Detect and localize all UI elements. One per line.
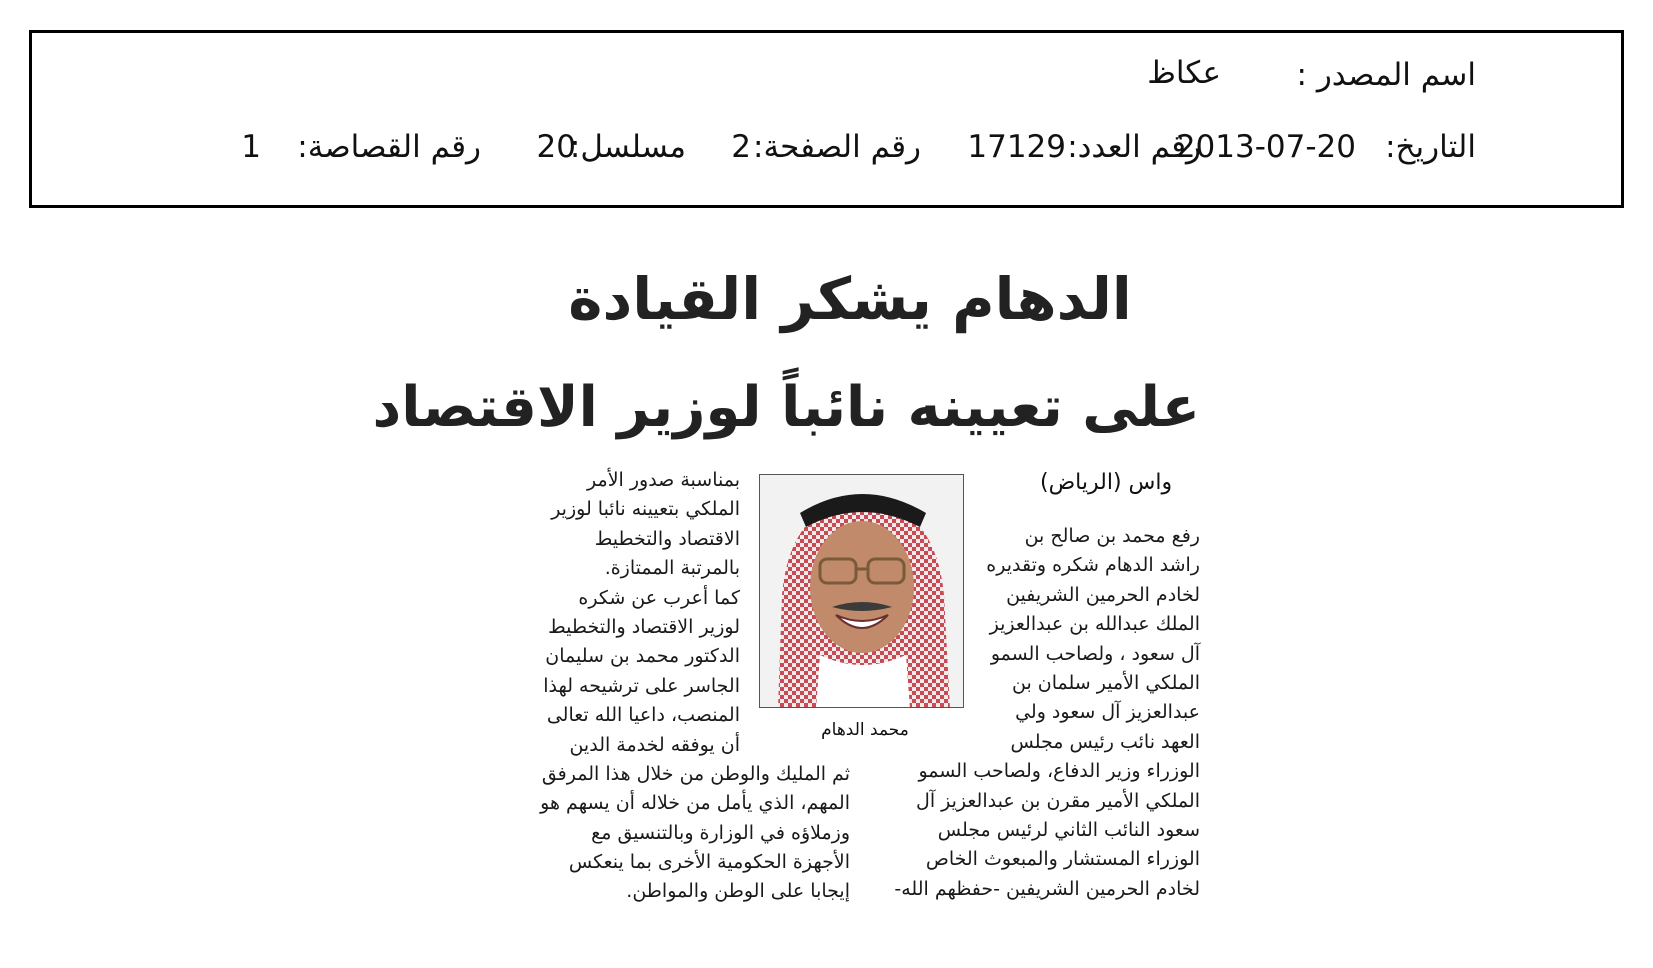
- article-line: الجاسر على ترشيحه لهذا: [543, 674, 740, 697]
- serial-label: مسلسل:: [569, 129, 686, 165]
- date-value: 2013-07-20: [1175, 129, 1356, 165]
- article-line: المنصب، داعيا الله تعالى: [546, 704, 740, 727]
- article-line: أن يوفقه لخدمة الدين: [569, 733, 740, 756]
- article-line: عبدالعزيز آل سعود ولي: [1015, 701, 1200, 724]
- headline-line-2: على تعيينه نائباً لوزير الاقتصاد: [372, 375, 1200, 440]
- article-line: بالمرتبة الممتازة.: [604, 557, 740, 580]
- issue-value: 17129: [967, 129, 1066, 165]
- article-line: إيجابا على الوطن والمواطن.: [626, 880, 850, 903]
- clip-value: 1: [241, 129, 261, 165]
- article-line: بمناسبة صدور الأمر: [587, 469, 740, 491]
- photo-caption: محمد الدهام: [821, 720, 909, 740]
- article-line: راشد الدهام شكره وتقديره: [986, 554, 1200, 577]
- article-line: الوزراء المستشار والمبعوث الخاص: [925, 848, 1200, 871]
- author-photo: [759, 474, 964, 708]
- article-line: الملكي الأمير سلمان بن: [1012, 671, 1200, 694]
- clip-label: رقم القصاصة:: [297, 129, 481, 165]
- byline: واس (الرياض): [1040, 470, 1173, 495]
- article-line: لوزير الاقتصاد والتخطيط: [548, 615, 740, 638]
- headline-line-1: الدهام يشكر القيادة: [568, 265, 1132, 333]
- article-line: آل سعود ، ولصاحب السمو: [990, 642, 1200, 665]
- clipping-header-box: [29, 30, 1624, 208]
- article-line: لخادم الحرمين الشريفين -حفظهم الله-: [894, 877, 1200, 900]
- portrait-image: [760, 475, 964, 708]
- article-line: كما أعرب عن شكره: [578, 586, 740, 609]
- article-line: ثم المليك والوطن من خلال هذا المرفق: [541, 762, 850, 785]
- article-line: رفع محمد بن صالح بن: [1024, 525, 1200, 547]
- article-line: الاقتصاد والتخطيط: [594, 527, 740, 550]
- source-label: اسم المصدر :: [1296, 57, 1476, 93]
- article-column-left: [520, 466, 850, 907]
- source-value: عكاظ: [1147, 55, 1221, 91]
- article-line: الملكي بتعيينه نائبا لوزير: [551, 498, 740, 521]
- article-line: الوزراء وزير الدفاع، ولصاحب السمو: [918, 760, 1200, 783]
- article-line: المهم، الذي يأمل من خلاله أن يسهم هو: [540, 792, 850, 815]
- article-line: الملك عبدالله بن عبدالعزيز: [989, 613, 1200, 636]
- article-line: سعود النائب الثاني لرئيس مجلس: [937, 818, 1200, 841]
- page-value: 2: [731, 129, 751, 165]
- page-label: رقم الصفحة:: [753, 129, 921, 165]
- article-column-right: [894, 522, 1200, 904]
- article-line: الدكتور محمد بن سليمان: [545, 645, 740, 668]
- article-line: الأجهزة الحكومية الأخرى بما ينعكس: [568, 851, 850, 874]
- article-line: وزملاؤه في الوزارة وبالتنسيق مع: [591, 821, 850, 844]
- date-label: التاريخ:: [1385, 129, 1476, 165]
- article-line: العهد نائب رئيس مجلس: [1010, 730, 1200, 753]
- article-line: لخادم الحرمين الشريفين: [1006, 583, 1200, 606]
- article-line: الملكي الأمير مقرن بن عبدالعزيز آل: [916, 789, 1200, 812]
- issue-label: رقم العدد:: [1067, 129, 1201, 165]
- serial-value: 20: [536, 129, 576, 165]
